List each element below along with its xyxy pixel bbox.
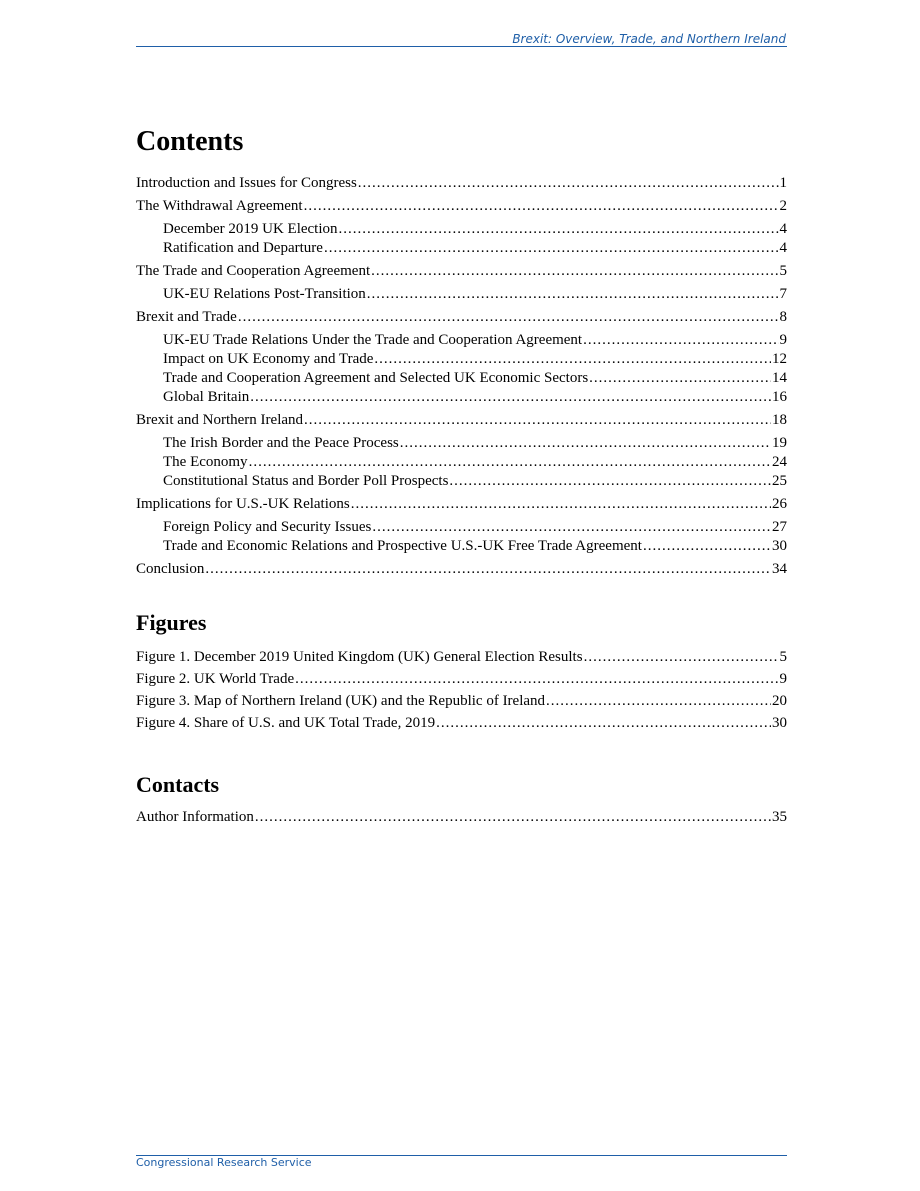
toc-entry-label: Trade and Cooperation Agreement and Selected UK Economic Sectors <box>163 370 589 386</box>
dot-leader <box>250 388 771 407</box>
footer-publisher: Congressional Research Service <box>136 1156 312 1169</box>
toc-entry-page-number: 4 <box>779 240 787 256</box>
dot-leader <box>436 714 771 733</box>
toc-entry-page-number: 9 <box>779 332 787 348</box>
dot-leader <box>249 453 771 472</box>
contacts-list <box>136 805 787 827</box>
toc-entry-page-number: 4 <box>779 221 787 237</box>
toc-entry[interactable] <box>136 220 787 239</box>
toc-entry-label: UK-EU Trade Relations Under the Trade and Cooperation Agreement <box>163 332 583 348</box>
toc-entry-page-number: 8 <box>779 309 787 325</box>
dot-leader <box>351 495 771 514</box>
toc-entry-page-number: 14 <box>772 370 787 386</box>
toc-entry-label: Brexit and Northern Ireland <box>136 412 304 428</box>
toc-entry-page-number: 5 <box>779 649 787 665</box>
toc-entry[interactable] <box>136 692 787 711</box>
toc-entry[interactable] <box>136 388 787 407</box>
toc-entry-label: Global Britain <box>163 389 250 405</box>
contacts-heading: Contacts <box>136 772 220 797</box>
toc-entry-label: UK-EU Relations Post-Transition <box>163 286 366 302</box>
dot-leader <box>546 692 771 711</box>
toc-entry-page-number: 9 <box>779 671 787 687</box>
toc-entry[interactable] <box>136 411 787 430</box>
toc-entry-label: Figure 2. UK World Trade <box>136 671 295 687</box>
toc-entry[interactable] <box>136 453 787 472</box>
dot-leader <box>255 808 771 827</box>
toc-entry-label: Ratification and Departure <box>163 240 323 256</box>
toc-entry-label: Conclusion <box>136 561 205 577</box>
dot-leader <box>372 518 771 537</box>
toc-entry-label: Implications for U.S.-UK Relations <box>136 496 350 512</box>
toc-entry-label: Figure 3. Map of Northern Ireland (UK) and the Republic of Ireland <box>136 693 546 709</box>
toc-entry-page-number: 35 <box>772 809 787 825</box>
figures-heading: Figures <box>136 610 207 635</box>
dot-leader <box>583 331 778 350</box>
dot-leader <box>339 220 779 239</box>
toc-entry[interactable] <box>136 495 787 514</box>
toc-entry[interactable] <box>136 808 787 827</box>
toc-entry-page-number: 34 <box>772 561 787 577</box>
toc-entry-page-number: 2 <box>779 198 787 214</box>
toc-entry[interactable] <box>136 714 787 733</box>
dot-leader <box>584 648 779 667</box>
toc-entry-page-number: 25 <box>772 473 787 489</box>
toc-entry-page-number: 16 <box>772 389 787 405</box>
dot-leader <box>358 174 779 193</box>
dot-leader <box>374 350 771 369</box>
toc-entry-page-number: 27 <box>772 519 787 535</box>
dot-leader <box>238 308 779 327</box>
toc-entry[interactable] <box>136 518 787 537</box>
toc-entry-page-number: 30 <box>772 538 787 554</box>
toc-entry-page-number: 12 <box>772 351 787 367</box>
dot-leader <box>304 411 771 430</box>
dot-leader <box>304 197 779 216</box>
toc-entry[interactable] <box>136 350 787 369</box>
toc-entry[interactable] <box>136 537 787 556</box>
toc-entry-label: Author Information <box>136 809 254 825</box>
toc-entry-label: December 2019 UK Election <box>163 221 338 237</box>
toc-entry-label: Trade and Economic Relations and Prospective U.S.-UK Free Trade Agreement <box>163 538 642 554</box>
contents-list <box>136 170 787 579</box>
dot-leader <box>449 472 771 491</box>
dot-leader <box>205 560 771 579</box>
toc-entry[interactable] <box>136 472 787 491</box>
toc-entry[interactable] <box>136 197 787 216</box>
dot-leader <box>371 262 778 281</box>
toc-entry[interactable] <box>136 369 787 388</box>
toc-entry[interactable] <box>136 648 787 667</box>
dot-leader <box>367 285 779 304</box>
dot-leader <box>589 369 771 388</box>
toc-entry[interactable] <box>136 670 787 689</box>
toc-entry[interactable] <box>136 262 787 281</box>
figures-list <box>136 645 787 733</box>
toc-entry-page-number: 26 <box>772 496 787 512</box>
toc-entry-page-number: 24 <box>772 454 787 470</box>
contents-heading: Contents <box>136 126 244 157</box>
toc-entry-label: Constitutional Status and Border Poll Prospects <box>163 473 449 489</box>
dot-leader <box>295 670 778 689</box>
toc-entry[interactable] <box>136 308 787 327</box>
toc-entry[interactable] <box>136 285 787 304</box>
toc-entry-label: Figure 4. Share of U.S. and UK Total Trade, 2019 <box>136 715 436 731</box>
toc-entry-label: The Trade and Cooperation Agreement <box>136 263 371 279</box>
toc-entry-label: Brexit and Trade <box>136 309 237 325</box>
toc-entry-label: The Irish Border and the Peace Process <box>163 435 399 451</box>
toc-entry[interactable] <box>136 560 787 579</box>
toc-entry-page-number: 20 <box>772 693 787 709</box>
toc-entry-page-number: 18 <box>772 412 787 428</box>
toc-entry-label: Figure 1. December 2019 United Kingdom (UK) General Election Results <box>136 649 583 665</box>
dot-leader <box>400 434 771 453</box>
toc-entry[interactable] <box>136 174 787 193</box>
dot-leader <box>643 537 771 556</box>
toc-entry-label: Impact on UK Economy and Trade <box>163 351 374 367</box>
dot-leader <box>324 239 779 258</box>
toc-entry-label: Introduction and Issues for Congress <box>136 175 357 191</box>
toc-entry-label: The Withdrawal Agreement <box>136 198 303 214</box>
toc-entry[interactable] <box>136 434 787 453</box>
toc-entry-label: Foreign Policy and Security Issues <box>163 519 372 535</box>
toc-entry[interactable] <box>136 239 787 258</box>
toc-entry[interactable] <box>136 331 787 350</box>
running-header-title: Brexit: Overview, Trade, and Northern Ireland <box>512 32 786 46</box>
toc-entry-page-number: 5 <box>779 263 787 279</box>
toc-entry-page-number: 30 <box>772 715 787 731</box>
toc-entry-page-number: 19 <box>772 435 787 451</box>
toc-entry-page-number: 7 <box>779 286 787 302</box>
toc-entry-label: The Economy <box>163 454 248 470</box>
toc-entry-page-number: 1 <box>779 175 787 191</box>
header-rule <box>136 46 787 47</box>
